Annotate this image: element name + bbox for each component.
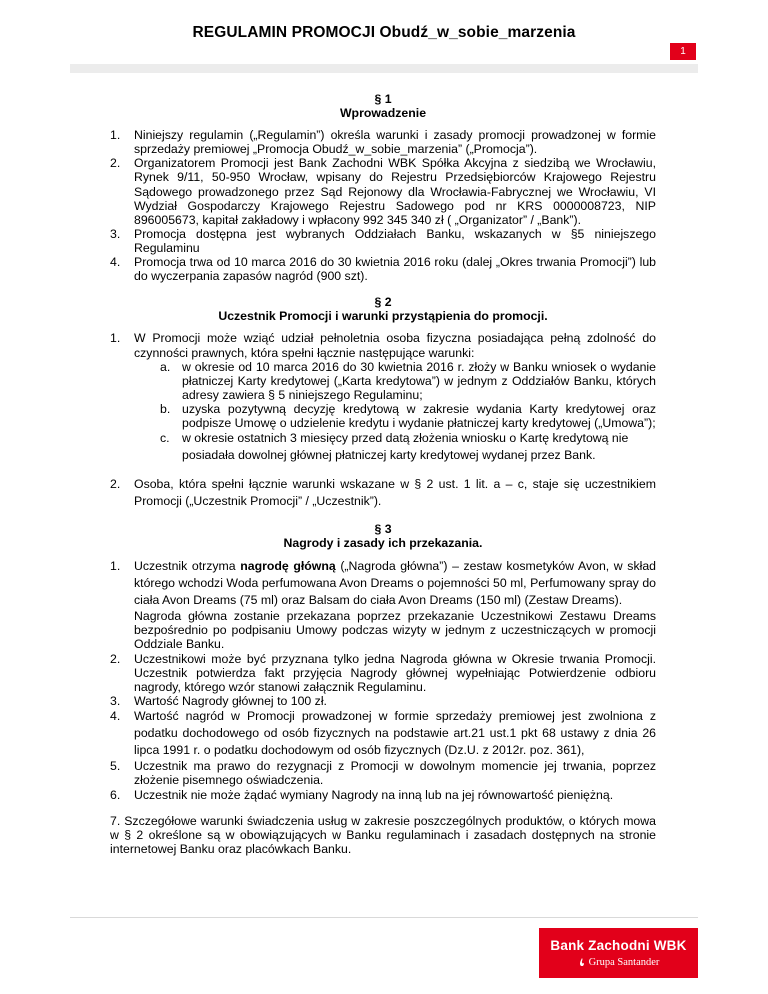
header-divider-bar <box>70 64 698 73</box>
sub-list <box>134 360 656 464</box>
list-item: 1. W Promocji może wziąć udział pełnoletnia osoba fizyczna posiadająca pełną zdolność do czynności prawnych, która spełni łącznie następujące warunki: a. w okresie od 10 marca 2016 do 30 kwietnia 2016 r. złoży w Banku wniosek o wydanie płatniczej Karty kredytowej („Karta kredytowa”) w jednym z Oddziałów Banku, których adresy zawiera § 5 niniejszego Regulaminu; b. uzyska pozytywną decyzję kredytową w zakresie wydania Karty kredytowej oraz podpisze Umowę o udzielenie kredytu i wydanie płatniczej karty kredytowej („Umowa”); c. w okresie ostatnich 3 miesięcy przed datą złożenia wniosku o Kartę kredytową nie posiadała dowolnej głównej płatniczej karty kredytowej wydanej przez Bank. <box>110 331 656 463</box>
section-number: § 2 <box>374 295 392 310</box>
list-item-continuation: Nagroda główna zostanie przekazana poprzez przekazanie Uczestnikowi Zestawu Dreams bezpośrednio po podpisaniu Umowy podczas wizyty w jednym z uczestniczących w promocji Oddziale Banku. <box>134 609 656 652</box>
section-title: Uczestnik Promocji i warunki przystąpienia do promocji. <box>218 309 548 324</box>
page-number-badge: 1 <box>670 43 696 60</box>
page-title: REGULAMIN PROMOCJI Obudź_w_sobie_marzenia <box>192 24 576 41</box>
sub-list-item: c. w okresie ostatnich 3 miesięcy przed datą złożenia wniosku o Kartę kredytową nie posiadała dowolnej głównej płatniczej karty kredytowej wydanej przez Bank. <box>160 431 629 463</box>
list-item: 4. Promocja trwa od 10 marca 2016 do 30 kwietnia 2016 roku (dalej „Okres trwania Promocji”) lub do wyczerpania zapasów nagród (900 szt). <box>110 255 656 284</box>
sub-list-item: a. w okresie od 10 marca 2016 do 30 kwietnia 2016 r. złoży w Banku wniosek o wydanie płatniczej Karty kredytowej („Karta kredytowa”) w jednym z Oddziałów Banku, których adresy zawiera § 5 niniejszego Regulaminu; <box>160 359 656 402</box>
section-2-list <box>110 331 656 510</box>
section-1 <box>110 92 656 283</box>
list-item: 1. Uczestnik otrzyma nagrodę główną („Nagroda główna”) – zestaw kosmetyków Avon, w skład którego wchodzi Woda perfumowana Avon Dreams o pojemności 50 ml, Perfumowany spray do ciała Avon Dreams (75 ml) oraz Balsam do ciała Avon Dreams (150 ml) (Zestaw Dreams). <box>110 559 656 608</box>
list-item: 3. Wartość Nagrody głównej to 100 zł. <box>110 693 327 708</box>
list-item: 2. Uczestnikowi może być przyznana tylko jedna Nagroda główna w Okresie trwania Promocji. Uczestnik potwierdza fakt przyjęcia Nagrody głównej wypełniając Potwierdzenie odbioru nagrody, którego wzór stanowi załącznik Regulaminu. <box>110 651 656 694</box>
footer-divider <box>70 917 698 918</box>
list-item: 5. Uczestnik ma prawo do rezygnacji z Promocji w dowolnym momencie jej trwania, poprzez złożenie pisemnego oświadczenia. <box>110 758 656 787</box>
sub-list-item: b. uzyska pozytywną decyzję kredytową w zakresie wydania Karty kredytowej oraz podpisze Umowę o udzielenie kredytu i wydanie płatniczej karty kredytowej („Umowa”); <box>160 401 656 430</box>
bank-logo <box>539 928 698 978</box>
bold-term: nagrodę główną <box>240 559 336 574</box>
list-item: 1. Niniejszy regulamin („Regulamin”) określa warunki i zasady promocji prowadzonej w formie sprzedaży premiowej „Promocja Obudź_w_sobie_marzenia” („Promocja”). <box>110 128 656 157</box>
section-3 <box>110 522 656 856</box>
logo-text: Bank Zachodni WBK <box>550 938 687 953</box>
list-item: 2. Organizatorem Promocji jest Bank Zachodni WBK Spółka Akcyjna z siedzibą we Wrocławiu, Rynek 9/11, 50-950 Wrocław, wpisany do Rejestru Przedsiębiorców Krajowego Rejestru Sądowego prowadzonego przez Sąd Rejonowy dla Wrocławia-Fabrycznej we Wrocławiu, VI Wydział Gospodarczy Krajowego Rejestru Sadowego pod nr KRS 0000008723, NIP 896005673, kapitał zakładowy i wpłacony 992 345 340 zł ( „Organizator” / „Bank”). <box>110 156 656 227</box>
logo-subtext: Grupa Santander <box>539 957 698 968</box>
section-number: § 3 <box>374 522 392 537</box>
section-3-list <box>110 558 656 804</box>
section-title: Wprowadzenie <box>339 106 427 121</box>
flame-icon <box>578 958 586 966</box>
section-title: Nagrody i zasady ich przekazania. <box>283 536 483 551</box>
section-2 <box>110 295 656 510</box>
list-item: 2. Osoba, która spełni łącznie warunki wskazane w § 2 ust. 1 lit. a – c, staje się uczestnikiem Promocji („Uczestnik Promocji” / „Uczestnik”). <box>110 477 656 509</box>
list-item: 3. Promocja dostępna jest wybranych Oddziałach Banku, wskazanych w §5 niniejszego Regulaminu <box>110 226 656 255</box>
list-item: 7. Szczegółowe warunki świadczenia usług w zakresie poszczególnych produktów, o których mowa w § 2 określone są w obowiązujących w Banku regulaminach i zasadach dostępnych na stronie internetowej Banku oraz placówkach Banku. <box>110 814 656 857</box>
list-item: 4. Wartość nagród w Promocji prowadzonej w formie sprzedaży premiowej jest zwolniona z podatku dochodowego od osób fizycznych na podstawie art.21 ust.1 pkt 68 ustawy z dnia 26 lipca 1991 r. o podatku dochodowym od osób fizycznych (Dz.U. z 2012r. poz. 361), <box>110 708 656 757</box>
list-item: 6. Uczestnik nie może żądać wymiany Nagrody na inną lub na jej równowartość pieniężną. <box>110 788 614 803</box>
section-1-list <box>110 128 656 283</box>
regulation-body <box>110 92 656 868</box>
section-number: § 1 <box>374 92 392 106</box>
